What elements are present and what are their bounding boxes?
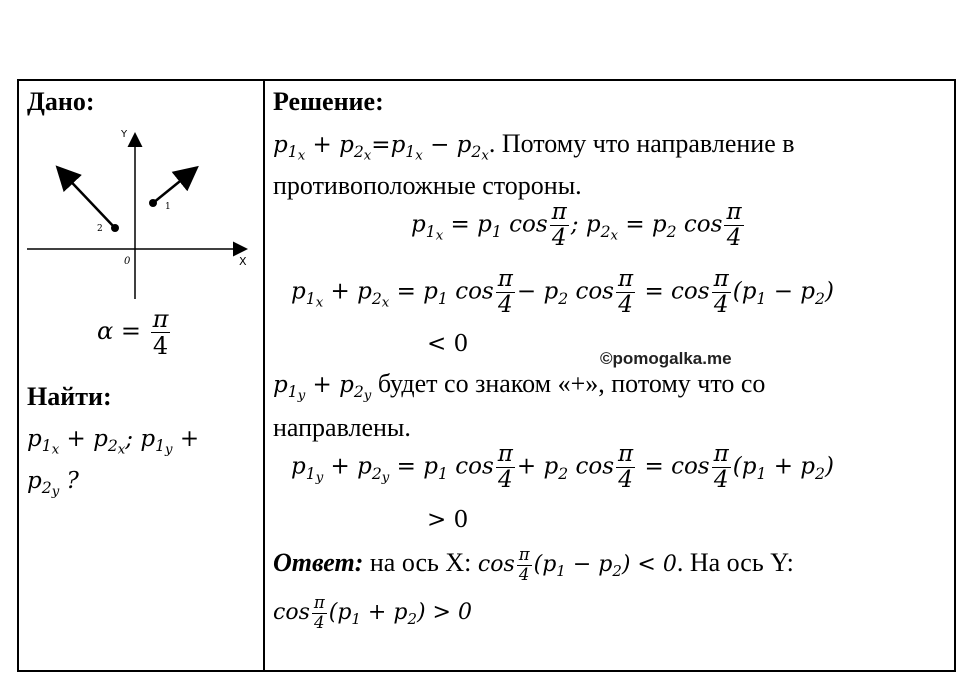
solution-line-y2: направлены.	[273, 413, 411, 442]
alpha-fraction	[151, 307, 171, 358]
solution-line-y: $p_{1_y} + p_{2_y}$ будет со знаком «+», потому что со	[273, 369, 766, 405]
alpha-den: 4	[152, 332, 169, 360]
cos: cos	[273, 600, 310, 625]
alpha-value	[97, 307, 172, 358]
four: 4	[498, 467, 513, 493]
pi: π	[518, 545, 530, 564]
four: 4	[314, 612, 325, 632]
vector-1	[153, 169, 195, 203]
pi: π	[618, 266, 634, 292]
answer-text-2: . На ось Y:	[676, 548, 794, 577]
gt-zero: > 0	[427, 507, 469, 533]
alpha-lhs: α =	[97, 317, 141, 345]
eq-sum-x: $p_{1_x} + p_{2_x} = p_1$ cos $\frac{\pi}{4}$ − $p_2$ cos $\frac{\pi}{4}$ = cos $\frac{\pi}{4}$ $(p_1 - p_2)$	[291, 266, 834, 318]
answer-label: Ответ:	[273, 548, 364, 577]
pi: π	[713, 266, 729, 292]
line1-text: . Потому что направление в	[488, 129, 795, 158]
answer-text-1: на ось X:	[363, 548, 478, 577]
solution-cell	[265, 81, 954, 670]
cos: cos	[575, 278, 614, 305]
origin-label: 0	[124, 256, 131, 267]
cos: cos	[455, 278, 494, 305]
solution-line-1: $p_{1_x} + p_{2_x}=p_{1_x} - p_{2_x}$. Потому что направление в	[273, 129, 795, 165]
alpha-num: π	[152, 305, 169, 333]
find-sep: ;	[125, 426, 134, 452]
vectors-figure	[23, 123, 259, 303]
solution-line-2: противоположные стороны.	[273, 171, 582, 200]
watermark: ©pomogalka.me	[600, 349, 732, 368]
four: 4	[551, 225, 567, 251]
vector-1-start	[149, 199, 157, 207]
eq-projections-x: $p_{1_x} = p_1$ cos $\frac{\pi}{4}$ ; $p_{2_x} = p_2$ cos $\frac{\pi}{4}$	[411, 199, 742, 251]
four: 4	[518, 564, 530, 584]
given-header: Дано:	[27, 87, 95, 116]
four: 4	[713, 467, 729, 493]
y-axis-label: Y	[121, 129, 128, 140]
pi: π	[551, 199, 567, 225]
four: 4	[726, 225, 742, 251]
lt-zero: < 0	[427, 331, 469, 357]
vector-1-label: 1	[165, 202, 171, 212]
vector-2-label: 2	[97, 224, 103, 234]
pi: π	[497, 266, 513, 292]
find-line-2: $p_{2_y}$ ?	[27, 468, 79, 501]
eq-sum-y: $p_{1_y} + p_{2_y} = p_1$ cos $\frac{\pi}{4}$ + $p_2$ cos $\frac{\pi}{4}$ = cos $\frac{\pi}{4}$ $(p_1 + p_2)$	[291, 441, 834, 493]
cos: cos	[455, 453, 494, 480]
cos: cos	[671, 453, 710, 480]
cos: cos	[477, 552, 515, 577]
x-axis-label: X	[239, 255, 247, 268]
four: 4	[618, 292, 633, 318]
pi: π	[313, 593, 325, 612]
vector-2-start	[111, 224, 119, 232]
solution-header: Решение:	[273, 87, 384, 116]
answer-line-2: cos $\frac{\pi}{4}$ $(p_1 + p_2) > 0$	[273, 593, 472, 632]
find-line-1: $p_{1_x} + p_{2_x}$; $p_{1_y}$ +	[27, 426, 200, 459]
cos: cos	[671, 278, 710, 305]
four: 4	[618, 467, 633, 493]
cos: cos	[575, 453, 615, 480]
given-cell	[19, 81, 263, 670]
pi: π	[726, 199, 742, 225]
pi: π	[497, 441, 513, 467]
four: 4	[713, 292, 729, 318]
four: 4	[497, 292, 513, 318]
vector-2	[59, 169, 115, 228]
cos: cos	[509, 211, 548, 238]
find-header: Найти:	[27, 382, 112, 411]
pi: π	[713, 441, 729, 467]
pi: π	[618, 441, 634, 467]
cos: cos	[683, 211, 723, 238]
task-table	[17, 79, 956, 672]
line-y-text: будет со знаком «+», потому что со	[377, 369, 766, 398]
find-question: ?	[66, 468, 79, 494]
answer-line-1: Ответ: на ось X: cos $\frac{\pi}{4}$ $(p_1 - p_2) < 0$. На ось Y:	[273, 545, 794, 584]
